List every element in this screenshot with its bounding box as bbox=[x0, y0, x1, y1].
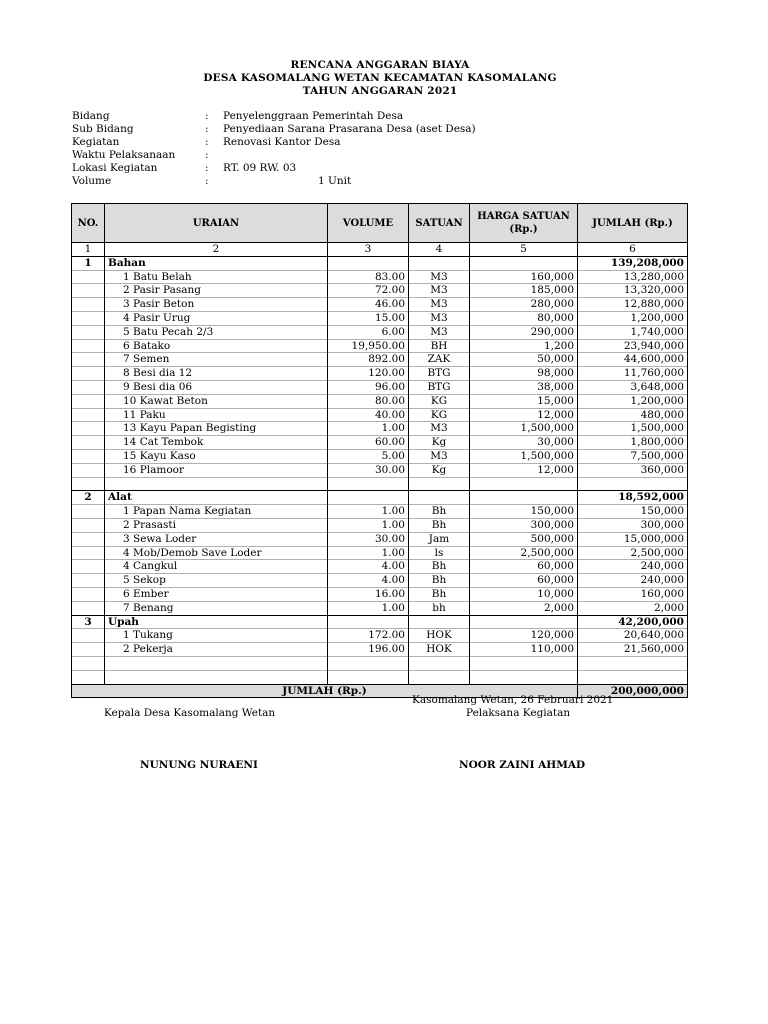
empty-cell bbox=[105, 670, 328, 684]
item-name: 13 Kayu Papan Begisting bbox=[105, 422, 328, 436]
item-unit: Bh bbox=[409, 587, 470, 601]
item-price: 50,000 bbox=[470, 353, 578, 367]
table-row bbox=[72, 339, 688, 353]
table-row bbox=[72, 449, 688, 463]
item-unit: M3 bbox=[409, 270, 470, 284]
item-price: 280,000 bbox=[470, 298, 578, 312]
item-unit: M3 bbox=[409, 325, 470, 339]
info-separator: : bbox=[205, 162, 209, 174]
empty-cell bbox=[72, 532, 105, 546]
empty-cell bbox=[578, 477, 688, 491]
empty-cell bbox=[72, 339, 105, 353]
item-unit: ZAK bbox=[409, 353, 470, 367]
item-unit: bh bbox=[409, 601, 470, 615]
item-unit: BTG bbox=[409, 380, 470, 394]
item-volume: 120.00 bbox=[328, 367, 409, 381]
section-total: 139,208,000 bbox=[578, 256, 688, 270]
empty-cell bbox=[72, 463, 105, 477]
item-volume: 1.00 bbox=[328, 518, 409, 532]
item-amount: 240,000 bbox=[578, 574, 688, 588]
empty-cell bbox=[328, 491, 409, 505]
item-amount: 23,940,000 bbox=[578, 339, 688, 353]
item-name: 10 Kawat Beton bbox=[105, 394, 328, 408]
item-price: 1,200 bbox=[470, 339, 578, 353]
item-name: 14 Cat Tembok bbox=[105, 436, 328, 450]
item-name: 3 Pasir Beton bbox=[105, 298, 328, 312]
empty-cell bbox=[72, 574, 105, 588]
item-amount: 480,000 bbox=[578, 408, 688, 422]
item-name: 3 Sewa Loder bbox=[105, 532, 328, 546]
table-row bbox=[72, 574, 688, 588]
document-subtitle-year: TAHUN ANGGARAN 2021 bbox=[302, 85, 458, 97]
empty-cell bbox=[470, 477, 578, 491]
item-name: 4 Pasir Urug bbox=[105, 311, 328, 325]
item-unit: Kg bbox=[409, 463, 470, 477]
info-row-waktu bbox=[72, 149, 672, 162]
item-name: 6 Ember bbox=[105, 587, 328, 601]
table-row bbox=[72, 629, 688, 643]
column-number: 1 bbox=[72, 243, 105, 257]
item-amount: 150,000 bbox=[578, 505, 688, 519]
activity-info bbox=[72, 110, 672, 188]
item-unit: M3 bbox=[409, 422, 470, 436]
section-row bbox=[72, 615, 688, 629]
item-price: 185,000 bbox=[470, 284, 578, 298]
empty-cell bbox=[72, 298, 105, 312]
table-row bbox=[72, 298, 688, 312]
item-name: 1 Tukang bbox=[105, 629, 328, 643]
item-unit: BTG bbox=[409, 367, 470, 381]
table-row bbox=[72, 394, 688, 408]
item-name: 4 Cangkul bbox=[105, 560, 328, 574]
empty-cell bbox=[409, 615, 470, 629]
item-unit: M3 bbox=[409, 284, 470, 298]
table-row bbox=[72, 505, 688, 519]
item-price: 2,500,000 bbox=[470, 546, 578, 560]
item-amount: 15,000,000 bbox=[578, 532, 688, 546]
item-volume: 172.00 bbox=[328, 629, 409, 643]
table-row bbox=[72, 380, 688, 394]
item-price: 2,000 bbox=[470, 601, 578, 615]
table-row bbox=[72, 601, 688, 615]
info-separator: : bbox=[205, 110, 209, 122]
empty-cell bbox=[578, 670, 688, 684]
empty-cell bbox=[72, 353, 105, 367]
table-row bbox=[72, 546, 688, 560]
empty-cell bbox=[72, 436, 105, 450]
column-header: JUMLAH (Rp.) bbox=[578, 204, 688, 243]
empty-cell bbox=[72, 422, 105, 436]
item-unit: HOK bbox=[409, 629, 470, 643]
item-volume: 5.00 bbox=[328, 449, 409, 463]
info-label: Lokasi Kegiatan bbox=[72, 162, 158, 174]
table-row bbox=[72, 643, 688, 657]
item-amount: 2,500,000 bbox=[578, 546, 688, 560]
info-separator: : bbox=[205, 149, 209, 161]
item-volume: 96.00 bbox=[328, 380, 409, 394]
info-value: RT. 09 RW. 03 bbox=[223, 162, 297, 174]
empty-cell bbox=[72, 560, 105, 574]
item-volume: 30.00 bbox=[328, 463, 409, 477]
table-row bbox=[72, 560, 688, 574]
empty-cell bbox=[470, 656, 578, 670]
table-row bbox=[72, 311, 688, 325]
item-price: 98,000 bbox=[470, 367, 578, 381]
item-unit: ls bbox=[409, 546, 470, 560]
item-name: 7 Semen bbox=[105, 353, 328, 367]
place-date: Kasomalang Wetan, 26 Februari 2021 bbox=[412, 694, 614, 706]
info-row-volume bbox=[72, 175, 672, 188]
empty-cell bbox=[409, 670, 470, 684]
item-amount: 21,560,000 bbox=[578, 643, 688, 657]
item-volume: 1.00 bbox=[328, 422, 409, 436]
empty-cell bbox=[328, 656, 409, 670]
table-row bbox=[72, 422, 688, 436]
empty-cell bbox=[578, 656, 688, 670]
item-price: 30,000 bbox=[470, 436, 578, 450]
item-unit: Kg bbox=[409, 436, 470, 450]
item-volume: 196.00 bbox=[328, 643, 409, 657]
empty-cell bbox=[470, 491, 578, 505]
item-name: 5 Sekop bbox=[105, 574, 328, 588]
section-title: Alat bbox=[105, 491, 328, 505]
item-unit: M3 bbox=[409, 298, 470, 312]
info-value: Penyediaan Sarana Prasarana Desa (aset Desa) bbox=[223, 123, 476, 135]
blank-row bbox=[72, 477, 688, 491]
item-volume: 30.00 bbox=[328, 532, 409, 546]
item-name: 7 Benang bbox=[105, 601, 328, 615]
item-name: 9 Besi dia 06 bbox=[105, 380, 328, 394]
item-name: 2 Pekerja bbox=[105, 643, 328, 657]
empty-cell bbox=[72, 394, 105, 408]
item-price: 290,000 bbox=[470, 325, 578, 339]
empty-cell bbox=[72, 311, 105, 325]
item-price: 500,000 bbox=[470, 532, 578, 546]
info-value: Renovasi Kantor Desa bbox=[223, 136, 341, 148]
empty-cell bbox=[72, 629, 105, 643]
table-header-row bbox=[72, 204, 688, 243]
info-label: Bidang bbox=[72, 110, 110, 122]
item-amount: 1,200,000 bbox=[578, 394, 688, 408]
village-head-role: Kepala Desa Kasomalang Wetan bbox=[104, 707, 276, 719]
item-name: 11 Paku bbox=[105, 408, 328, 422]
table-row bbox=[72, 408, 688, 422]
item-amount: 300,000 bbox=[578, 518, 688, 532]
item-name: 5 Batu Pecah 2/3 bbox=[105, 325, 328, 339]
item-name: 8 Besi dia 12 bbox=[105, 367, 328, 381]
item-price: 60,000 bbox=[470, 560, 578, 574]
empty-cell bbox=[72, 643, 105, 657]
empty-cell bbox=[72, 477, 105, 491]
item-volume: 15.00 bbox=[328, 311, 409, 325]
section-number: 1 bbox=[72, 256, 105, 270]
empty-cell bbox=[72, 408, 105, 422]
item-unit: Bh bbox=[409, 518, 470, 532]
column-number: 6 bbox=[578, 243, 688, 257]
section-row bbox=[72, 256, 688, 270]
item-volume: 4.00 bbox=[328, 560, 409, 574]
section-title: Bahan bbox=[105, 256, 328, 270]
item-volume: 72.00 bbox=[328, 284, 409, 298]
section-total: 18,592,000 bbox=[578, 491, 688, 505]
executor-name: NOOR ZAINI AHMAD bbox=[459, 759, 586, 771]
item-volume: 6.00 bbox=[328, 325, 409, 339]
item-price: 300,000 bbox=[470, 518, 578, 532]
column-header: HARGA SATUAN (Rp.) bbox=[470, 204, 578, 243]
blank-row bbox=[72, 670, 688, 684]
info-separator: : bbox=[205, 123, 209, 135]
table-row bbox=[72, 463, 688, 477]
empty-cell bbox=[72, 601, 105, 615]
info-separator: : bbox=[205, 175, 209, 187]
item-name: 4 Mob/Demob Save Loder bbox=[105, 546, 328, 560]
item-amount: 1,800,000 bbox=[578, 436, 688, 450]
item-volume: 83.00 bbox=[328, 270, 409, 284]
item-amount: 7,500,000 bbox=[578, 449, 688, 463]
info-label: Sub Bidang bbox=[72, 123, 134, 135]
item-name: 15 Kayu Kaso bbox=[105, 449, 328, 463]
table-body bbox=[72, 256, 688, 684]
table-row bbox=[72, 367, 688, 381]
item-volume: 4.00 bbox=[328, 574, 409, 588]
item-amount: 20,640,000 bbox=[578, 629, 688, 643]
empty-cell bbox=[72, 380, 105, 394]
empty-cell bbox=[328, 670, 409, 684]
empty-cell bbox=[105, 477, 328, 491]
empty-cell bbox=[409, 491, 470, 505]
item-unit: M3 bbox=[409, 449, 470, 463]
table-row bbox=[72, 518, 688, 532]
empty-cell bbox=[72, 284, 105, 298]
empty-cell bbox=[470, 256, 578, 270]
item-amount: 13,320,000 bbox=[578, 284, 688, 298]
info-row-bidang bbox=[72, 110, 672, 123]
item-price: 10,000 bbox=[470, 587, 578, 601]
empty-cell bbox=[470, 670, 578, 684]
item-volume: 16.00 bbox=[328, 587, 409, 601]
empty-cell bbox=[409, 256, 470, 270]
empty-cell bbox=[470, 615, 578, 629]
item-unit: Bh bbox=[409, 574, 470, 588]
column-number: 3 bbox=[328, 243, 409, 257]
section-total: 42,200,000 bbox=[578, 615, 688, 629]
item-volume: 1.00 bbox=[328, 546, 409, 560]
item-amount: 240,000 bbox=[578, 560, 688, 574]
column-number-row bbox=[72, 243, 688, 257]
item-price: 1,500,000 bbox=[470, 449, 578, 463]
empty-cell bbox=[328, 256, 409, 270]
empty-cell bbox=[72, 505, 105, 519]
item-unit: Bh bbox=[409, 560, 470, 574]
info-row-kegiatan bbox=[72, 136, 672, 149]
column-number: 2 bbox=[105, 243, 328, 257]
empty-cell bbox=[72, 449, 105, 463]
item-amount: 12,880,000 bbox=[578, 298, 688, 312]
item-volume: 1.00 bbox=[328, 505, 409, 519]
section-title: Upah bbox=[105, 615, 328, 629]
column-header: VOLUME bbox=[328, 204, 409, 243]
document-subtitle-village: DESA KASOMALANG WETAN KECAMATAN KASOMALANG bbox=[203, 72, 557, 84]
empty-cell bbox=[72, 325, 105, 339]
grand-total-value: 200,000,000 bbox=[578, 684, 688, 698]
document-title: RENCANA ANGGARAN BIAYA bbox=[290, 59, 470, 71]
column-header: NO. bbox=[72, 204, 105, 243]
blank-row bbox=[72, 656, 688, 670]
item-amount: 1,740,000 bbox=[578, 325, 688, 339]
item-volume: 19,950.00 bbox=[328, 339, 409, 353]
table-row bbox=[72, 436, 688, 450]
item-price: 60,000 bbox=[470, 574, 578, 588]
item-unit: Jam bbox=[409, 532, 470, 546]
item-price: 150,000 bbox=[470, 505, 578, 519]
empty-cell bbox=[72, 518, 105, 532]
item-price: 12,000 bbox=[470, 408, 578, 422]
empty-cell bbox=[72, 670, 105, 684]
info-label: Waktu Pelaksanaan bbox=[72, 149, 176, 161]
item-price: 160,000 bbox=[470, 270, 578, 284]
table-row bbox=[72, 270, 688, 284]
empty-cell bbox=[72, 587, 105, 601]
empty-cell bbox=[409, 477, 470, 491]
item-volume: 40.00 bbox=[328, 408, 409, 422]
empty-cell bbox=[72, 546, 105, 560]
item-unit: BH bbox=[409, 339, 470, 353]
item-amount: 44,600,000 bbox=[578, 353, 688, 367]
item-price: 1,500,000 bbox=[470, 422, 578, 436]
item-name: 6 Batako bbox=[105, 339, 328, 353]
item-amount: 360,000 bbox=[578, 463, 688, 477]
empty-cell bbox=[409, 656, 470, 670]
item-name: 2 Prasasti bbox=[105, 518, 328, 532]
item-amount: 13,280,000 bbox=[578, 270, 688, 284]
info-value: Penyelenggraan Pemerintah Desa bbox=[223, 110, 404, 122]
item-volume: 46.00 bbox=[328, 298, 409, 312]
item-unit: M3 bbox=[409, 311, 470, 325]
item-name: 1 Batu Belah bbox=[105, 270, 328, 284]
empty-cell bbox=[72, 270, 105, 284]
item-amount: 3,648,000 bbox=[578, 380, 688, 394]
item-price: 80,000 bbox=[470, 311, 578, 325]
info-row-lokasi bbox=[72, 162, 672, 175]
info-label: Volume bbox=[72, 175, 112, 187]
item-unit: HOK bbox=[409, 643, 470, 657]
grand-total-label: JUMLAH (Rp.) bbox=[72, 684, 578, 698]
item-amount: 160,000 bbox=[578, 587, 688, 601]
column-header: URAIAN bbox=[105, 204, 328, 243]
empty-cell bbox=[105, 656, 328, 670]
item-amount: 2,000 bbox=[578, 601, 688, 615]
info-value: 1 Unit bbox=[318, 175, 352, 187]
item-name: 2 Pasir Pasang bbox=[105, 284, 328, 298]
info-separator: : bbox=[205, 136, 209, 148]
item-unit: Bh bbox=[409, 505, 470, 519]
table-row bbox=[72, 587, 688, 601]
info-label: Kegiatan bbox=[72, 136, 120, 148]
item-volume: 1.00 bbox=[328, 601, 409, 615]
column-header: SATUAN bbox=[409, 204, 470, 243]
item-volume: 80.00 bbox=[328, 394, 409, 408]
executor-role: Pelaksana Kegiatan bbox=[466, 707, 571, 719]
village-head-name: NUNUNG NURAENI bbox=[140, 759, 258, 771]
budget-table bbox=[71, 203, 688, 698]
item-name: 16 Plamoor bbox=[105, 463, 328, 477]
empty-cell bbox=[328, 477, 409, 491]
item-volume: 60.00 bbox=[328, 436, 409, 450]
empty-cell bbox=[328, 615, 409, 629]
column-number: 4 bbox=[409, 243, 470, 257]
item-amount: 11,760,000 bbox=[578, 367, 688, 381]
item-amount: 1,200,000 bbox=[578, 311, 688, 325]
section-number: 2 bbox=[72, 491, 105, 505]
column-number: 5 bbox=[470, 243, 578, 257]
item-name: 1 Papan Nama Kegiatan bbox=[105, 505, 328, 519]
empty-cell bbox=[72, 656, 105, 670]
table-row bbox=[72, 532, 688, 546]
table-row bbox=[72, 284, 688, 298]
item-price: 110,000 bbox=[470, 643, 578, 657]
empty-cell bbox=[72, 367, 105, 381]
item-price: 38,000 bbox=[470, 380, 578, 394]
item-price: 15,000 bbox=[470, 394, 578, 408]
section-number: 3 bbox=[72, 615, 105, 629]
item-price: 12,000 bbox=[470, 463, 578, 477]
section-row bbox=[72, 491, 688, 505]
info-row-sub-bidang bbox=[72, 123, 672, 136]
item-amount: 1,500,000 bbox=[578, 422, 688, 436]
table-row bbox=[72, 325, 688, 339]
item-unit: KG bbox=[409, 394, 470, 408]
item-price: 120,000 bbox=[470, 629, 578, 643]
item-volume: 892.00 bbox=[328, 353, 409, 367]
table-row bbox=[72, 353, 688, 367]
item-unit: KG bbox=[409, 408, 470, 422]
